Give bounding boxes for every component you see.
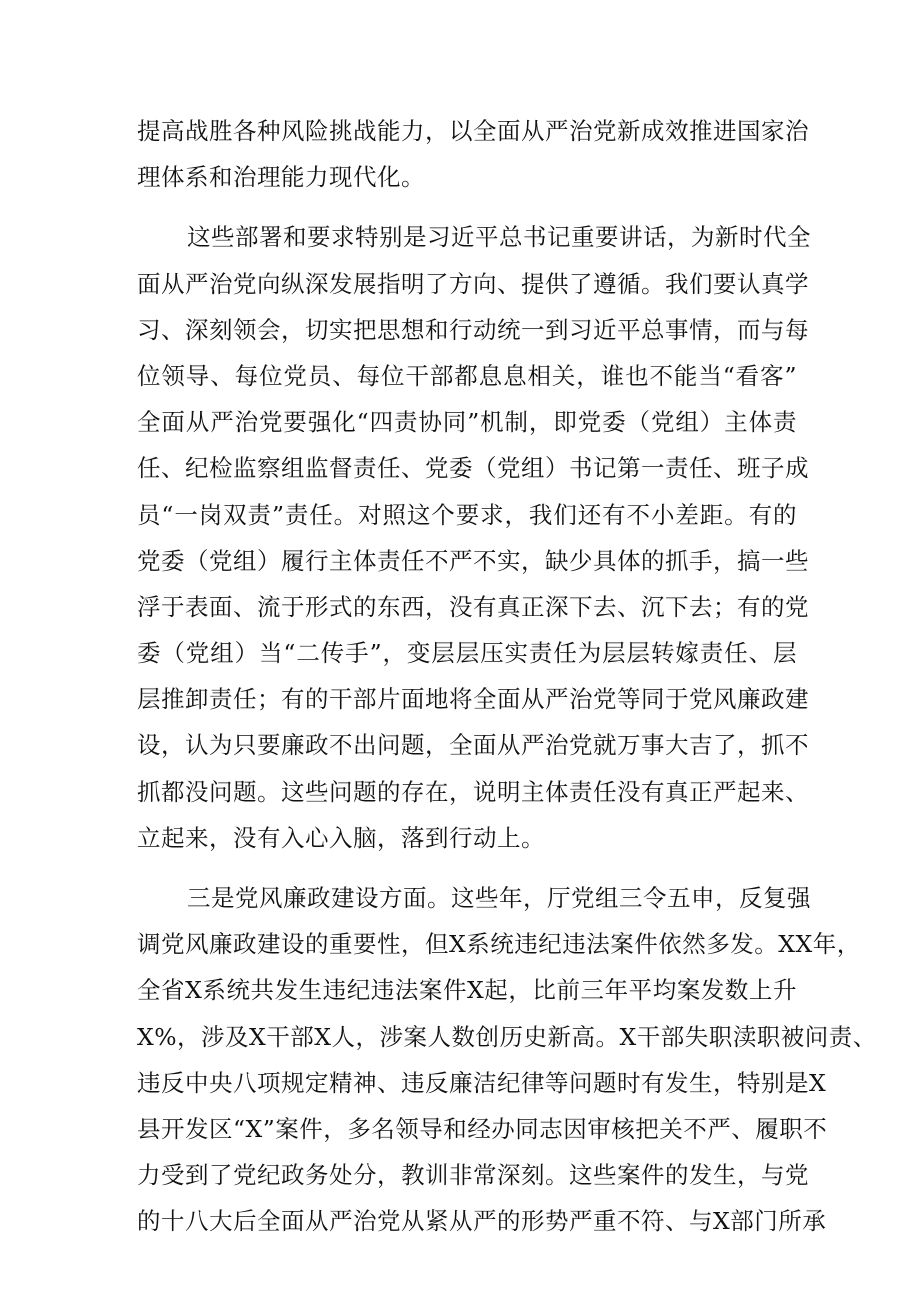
text-line: 位领导、每位党员、每位干部都息息相关，谁也不能当“看客” [137, 361, 797, 390]
paragraph-2 [137, 214, 811, 861]
text-line: 面从严治党向纵深发展指明了方向、提供了遵循。我们要认真学 [137, 269, 809, 298]
text-line: 违反中央八项规定精神、违反廉洁纪律等问题时有发生，特别是X [137, 1068, 827, 1097]
text-line: 党委（党组）履行主体责任不严不实，缺少具体的抓手，搞一些 [137, 546, 809, 575]
text-line: 三是党风廉政建设方面。这些年，厅党组三令五申，反复强 [187, 884, 811, 912]
text-line: X%，涉及X干部X人，涉案人数创历史新高。X干部失职渎职被问责、 [137, 1022, 877, 1051]
text-line: 层推卸责任；有的干部片面地将全面从严治党等同于党风廉政建 [137, 685, 809, 714]
text-line: 县开发区“X”案件，多名领导和经办同志因审核把关不严、履职不 [137, 1114, 828, 1143]
paragraph-1 [137, 108, 809, 200]
document-body [137, 108, 877, 1245]
text-line: 提高战胜各种风险挑战能力，以全面从严治党新成效推进国家治 [137, 117, 809, 145]
text-line: 力受到了党纪政务处分，教训非常深刻。这些案件的发生，与党 [137, 1161, 809, 1190]
paragraph-3 [137, 875, 877, 1245]
text-line: 习、深刻领会，切实把思想和行动统一到习近平总事情，而与每 [137, 315, 809, 344]
text-line: 员“一岗双责”责任。对照这个要求，我们还有不小差距。有的 [137, 500, 797, 529]
text-line: 全省X系统共发生违纪违法案件X起，比前三年平均案发数上升 [137, 976, 797, 1005]
text-line: 的十八大后全面从严治党从紧从严的形势严重不符、与X部门所承 [137, 1207, 827, 1236]
text-line: 浮于表面、流于形式的东西，没有真正深下去、沉下去；有的党 [137, 592, 809, 621]
text-line: 调党风廉政建设的重要性，但X系统违纪违法案件依然多发。XX年， [137, 930, 861, 959]
text-line: 任、纪检监察组监督责任、党委（党组）书记第一责任、班子成 [137, 454, 809, 483]
text-line: 设，认为只要廉政不出问题，全面从严治党就万事大吉了，抓不 [137, 731, 809, 760]
text-line: 立起来，没有入心入脑，落到行动上。 [137, 823, 545, 852]
text-line: 抓都没问题。这些问题的存在，说明主体责任没有真正严起来、 [137, 777, 809, 806]
text-line: 理体系和治理能力现代化。 [137, 163, 425, 192]
text-line: 委（党组）当“二传手”，变层层压实责任为层层转嫁责任、层 [137, 639, 797, 668]
text-line: 这些部署和要求特别是习近平总书记重要讲话，为新时代全 [187, 223, 811, 252]
text-line: 全面从严治党要强化“四责协同”机制，即党委（党组）主体责 [137, 408, 797, 437]
